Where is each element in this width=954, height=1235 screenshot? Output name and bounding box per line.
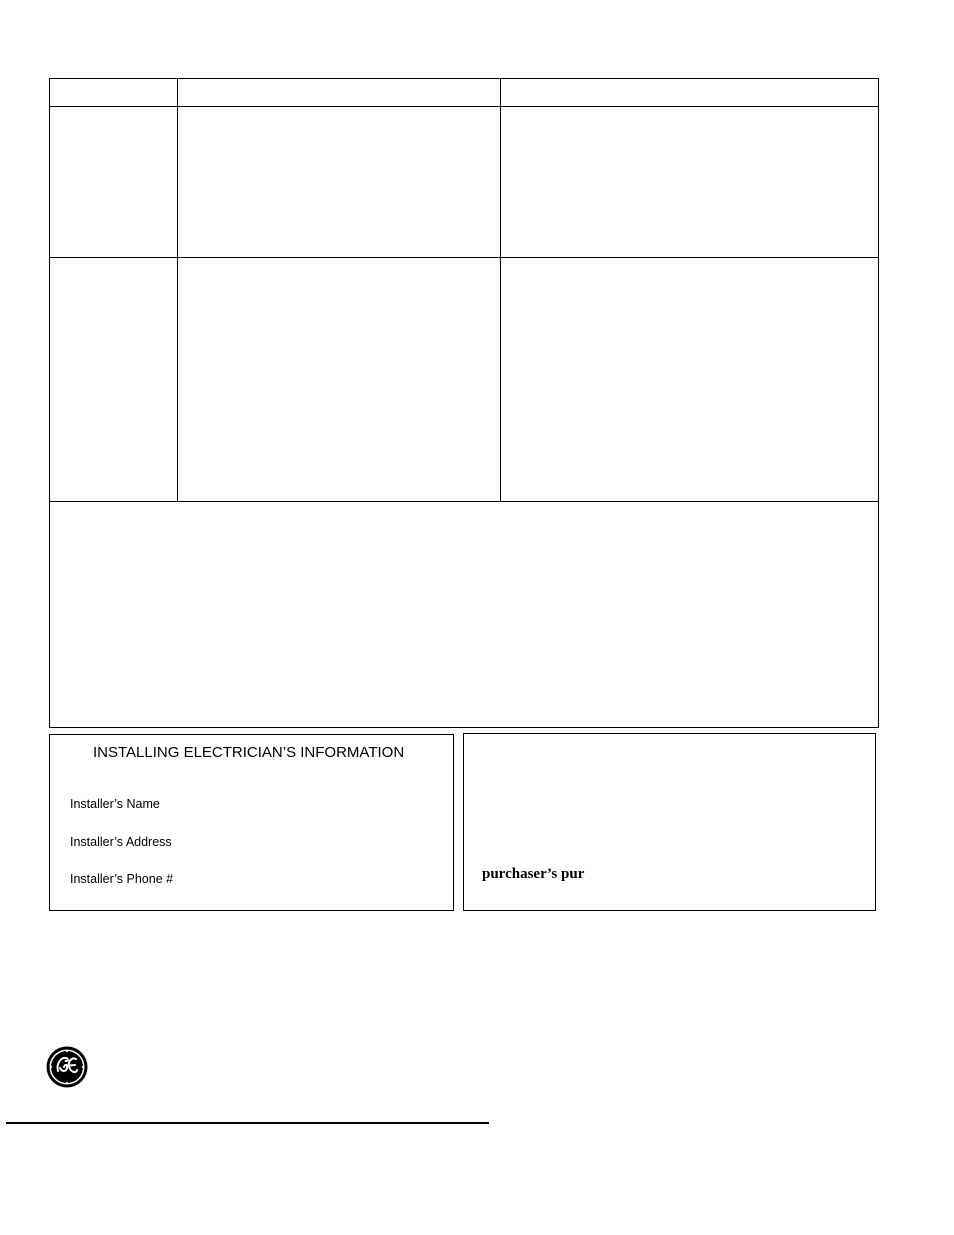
installer-phone-label: Installer’s Phone # [70,872,174,886]
table-row-divider [49,501,879,502]
ge-logo-icon [46,1046,88,1088]
table-row-divider [49,257,879,258]
purchaser-info-box [463,733,876,911]
installer-address-label: Installer’s Address [70,835,172,849]
warranty-table [49,78,879,728]
purchaser-text: purchaser’s pur [482,866,585,882]
footer-rule [6,1122,489,1124]
table-column-divider [177,78,178,502]
table-header-divider [49,106,879,107]
table-column-divider [500,78,501,502]
installer-name-label: Installer’s Name [70,797,160,811]
electrician-info-title: INSTALLING ELECTRICIAN’S INFORMATION [93,744,405,761]
